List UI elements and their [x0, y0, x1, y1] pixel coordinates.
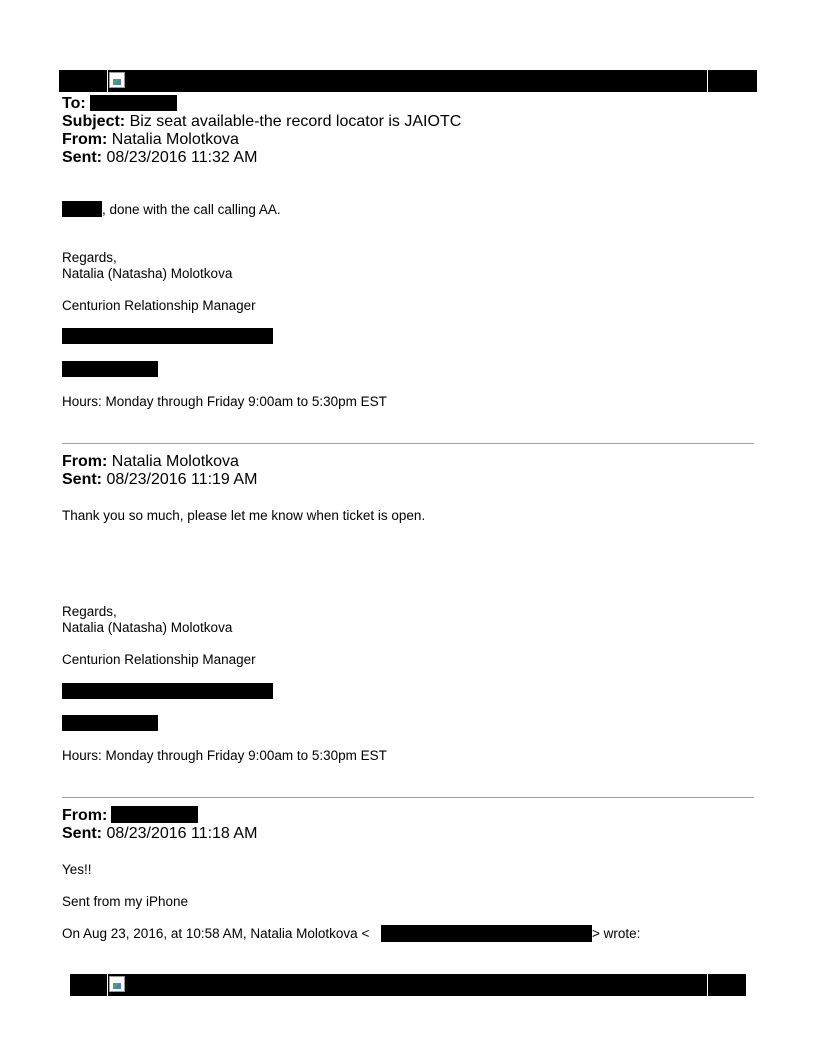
broken-image-icon — [109, 976, 125, 992]
message2-signature-title: Centurion Relationship Manager — [62, 652, 256, 667]
message2-sent-value: 08/23/2016 11:19 AM — [106, 471, 258, 488]
sent-value: 08/23/2016 11:32 AM — [106, 149, 258, 166]
from-line — [62, 131, 239, 149]
message1-signature-title: Centurion Relationship Manager — [62, 298, 256, 313]
redacted-recipient — [90, 95, 177, 111]
message2-hours: Hours: Monday through Friday 9:00am to 5:30pm EST — [62, 748, 387, 763]
bottom-banner — [70, 974, 746, 996]
message2-sent-label: Sent: — [62, 471, 102, 488]
sent-line — [62, 149, 257, 167]
message3-quote-prefix: On Aug 23, 2016, at 10:58 AM, Natalia Molotkova < — [62, 926, 370, 941]
to-line — [62, 95, 86, 113]
redacted-contact — [62, 328, 273, 344]
bottom-banner-divider — [707, 974, 708, 996]
message3-sent-line — [62, 825, 257, 843]
subject-line — [62, 113, 461, 131]
message3-from-label: From: — [62, 807, 108, 824]
message3-line2: Sent from my iPhone — [62, 894, 189, 909]
from-label: From: — [62, 131, 108, 148]
message2-regards: Regards, — [62, 604, 117, 619]
subject-label: Subject: — [62, 113, 126, 130]
message-divider — [62, 797, 754, 798]
message3-sent-label: Sent: — [62, 825, 102, 842]
message2-signature-name: Natalia (Natasha) Molotkova — [62, 620, 233, 635]
message3-from-line — [62, 807, 107, 825]
message1-line1: , done with the call calling AA. — [102, 202, 281, 217]
message2-from-line — [62, 453, 239, 471]
redacted-contact — [62, 683, 273, 699]
message2-from-value: Natalia Molotkova — [111, 453, 239, 470]
message3-line1: Yes!! — [62, 862, 92, 877]
redacted-name — [62, 201, 102, 217]
message-divider — [62, 443, 754, 444]
message1-hours: Hours: Monday through Friday 9:00am to 5:30pm EST — [62, 394, 387, 409]
from-value: Natalia Molotkova — [111, 131, 239, 148]
redacted-sender — [111, 806, 198, 823]
top-banner-divider — [707, 70, 708, 92]
message1-regards: Regards, — [62, 250, 117, 265]
bottom-banner-divider — [107, 974, 108, 996]
message3-quote-suffix: > wrote: — [592, 926, 641, 941]
message2-line1: Thank you so much, please let me know when ticket is open. — [62, 508, 426, 523]
subject-value: Biz seat available-the record locator is JAIOTC — [129, 113, 462, 130]
broken-image-icon — [109, 72, 125, 88]
message3-sent-value: 08/23/2016 11:18 AM — [106, 825, 258, 842]
message1-signature-name: Natalia (Natasha) Molotkova — [62, 266, 233, 281]
top-banner-divider — [107, 70, 108, 92]
redacted-phone — [62, 361, 158, 377]
top-banner — [59, 70, 757, 92]
redacted-email — [381, 925, 592, 942]
sent-label: Sent: — [62, 149, 102, 166]
message2-sent-line — [62, 471, 257, 489]
to-label: To: — [62, 95, 86, 112]
message2-from-label: From: — [62, 453, 108, 470]
redacted-phone — [62, 715, 158, 731]
